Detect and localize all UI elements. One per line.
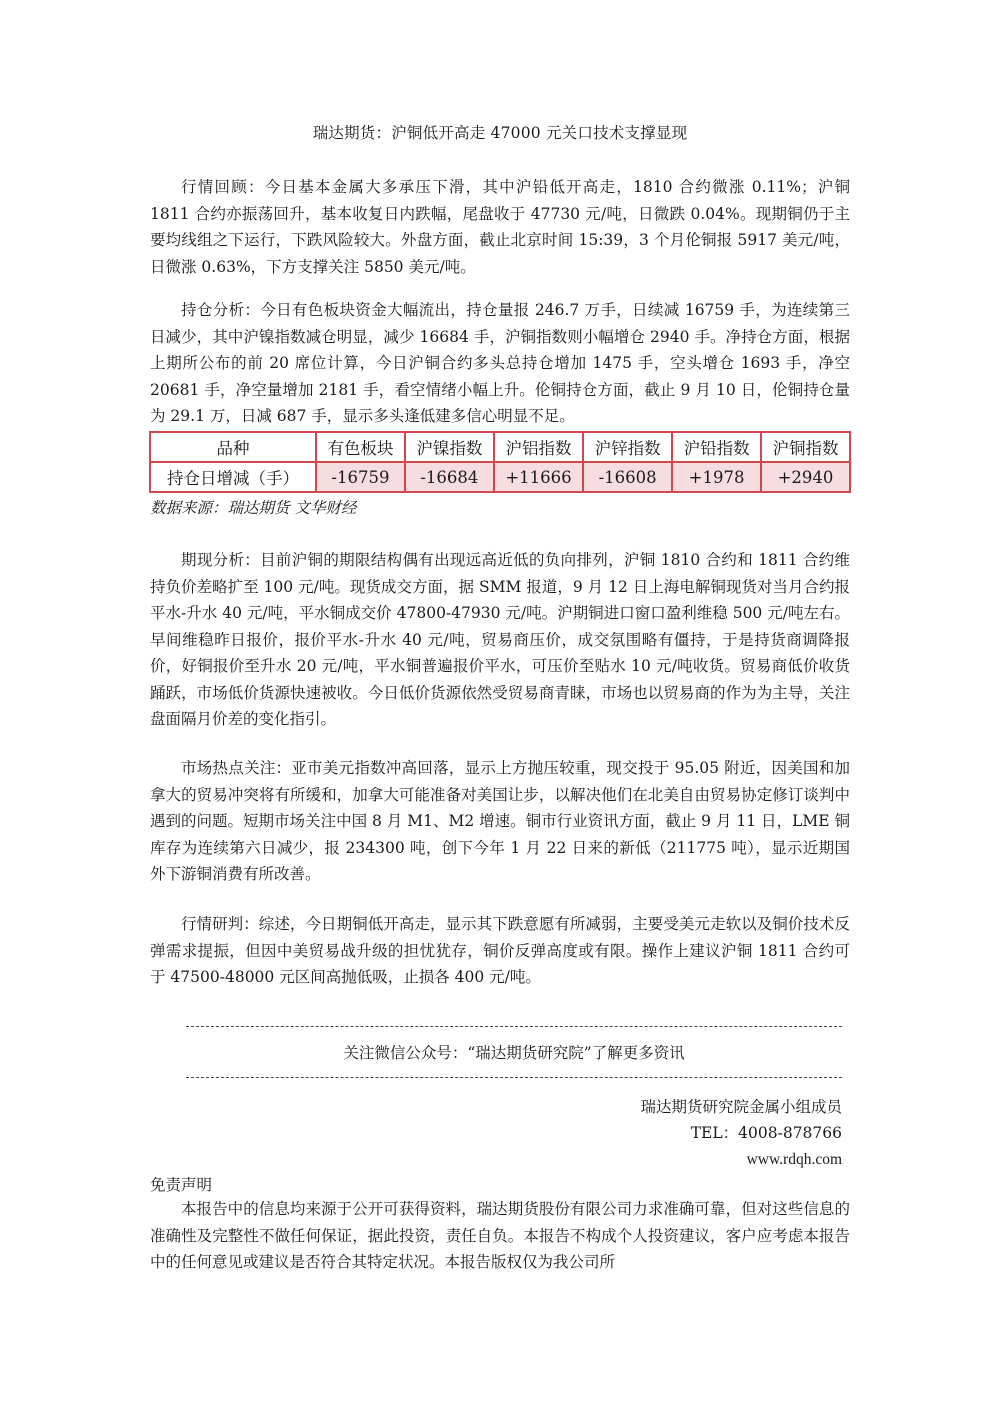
table-row — [150, 462, 850, 492]
telephone: TEL：4008-878766 — [690, 1124, 842, 1142]
table-header-cell: 沪铅指数 — [672, 432, 761, 462]
divider — [186, 1077, 842, 1078]
outlook-paragraph: 行情研判：综述，今日期铜低开高走，显示其下跌意愿有所减弱，主要受美元走软以及铜价技术反弹需求提振，但因中美贸易战升级的担忧犹存，铜价反弹高度或有限。操作上建议沪铜 1811 合约可于 47500-48000 元区间高抛低吸，止损各 400 元/吨。 — [150, 915, 850, 986]
team-signature: 瑞达期货研究院金属小组成员 — [640, 1098, 842, 1116]
table-cell: -16759 — [316, 462, 405, 492]
report-title: 瑞达期货：沪铜低开高走 47000 元关口技术支撑显现 — [312, 124, 688, 142]
table-header-cell: 品种 — [150, 432, 316, 462]
position-analysis-paragraph: 持仓分析：今日有色板块资金大幅流出，持仓量报 246.7 万手，日续减 16759 手，为连续第三日减少，其中沪镍指数减仓明显，减少 16684 手，沪铜指数则小幅增仓 2940 手。净持仓方面，根据上期所公布的前 20 席位计算，今日沪铜合约多头总持仓增加 1475 手，空头增仓 1693 手，净空 20681 手，净空量增加 2181 手，看空情绪小幅上升。伦铜持仓方面，截止 9 月 10 日，伦铜持仓量为 29.1 万，日减 687 手，显示多头逢低建多信心明显不足。 — [150, 301, 850, 425]
disclaimer-title: 免责声明 — [150, 1176, 213, 1194]
table-header-cell: 有色板块 — [316, 432, 405, 462]
table-cell: +2940 — [761, 462, 850, 492]
website-link[interactable]: www.rdqh.com — [746, 1151, 842, 1168]
market-review-paragraph: 行情回顾：今日基本金属大多承压下滑，其中沪铅低开高走，1810 合约微涨 0.11%；沪铜 1811 合约亦振荡回升，基本收复日内跌幅，尾盘收于 47730 元/吨，日微跌 0.04%。现期铜仍于主要均线组之下运行，下跌风险较大。外盘方面，截止北京时间 15:39，3 个月伦铜报 5917 美元/吨，日微涨 0.63%，下方支撑关注 5850 美元/吨。 — [150, 178, 850, 276]
divider — [186, 1026, 842, 1027]
wechat-notice: 关注微信公众号：“瑞达期货研究院”了解更多资讯 — [343, 1044, 685, 1062]
data-source-note: 数据来源：瑞达期货 文华财经 — [150, 499, 357, 517]
table-header-cell: 沪铜指数 — [761, 432, 850, 462]
table-row-label: 持仓日增减（手） — [150, 462, 316, 492]
table-header-cell: 沪锌指数 — [583, 432, 672, 462]
table-cell: -16684 — [405, 462, 494, 492]
table-cell: -16608 — [583, 462, 672, 492]
position-change-table — [149, 431, 851, 493]
disclaimer-text: 本报告中的信息均来源于公开可获得资料，瑞达期货股份有限公司力求准确可靠，但对这些信息的准确性及完整性不做任何保证，据此投资，责任自负。本报告不构成个人投资建议，客户应考虑本报告中的任何意见或建议是否符合其特定状况。本报告版权仅为我公司所 — [150, 1200, 850, 1271]
spot-analysis-paragraph: 期现分析：目前沪铜的期限结构偶有出现远高近低的负向排列，沪铜 1810 合约和 1811 合约维持负价差略扩至 100 元/吨。现货成交方面，据 SMM 报道，9 月 12 日上海电解铜现货对当月合约报平水-升水 40 元/吨，平水铜成交价 47800-47930 元/吨。沪期铜进口窗口盈利维稳 500 元/吨左右。早间维稳昨日报价，报价平水-升水 40 元/吨，贸易商压价，成交氛围略有僵持，于是持货商调降报价，好铜报价至升水 20 元/吨，平水铜普遍报价平水，可压价至贴水 10 元/吨收货。贸易商低价收货踊跃，市场低价货源快速被收。今日低价货源依然受贸易商青睐，市场也以贸易商的作为为主导，关注盘面隔月价差的变化指引。 — [150, 551, 850, 728]
hot-topics-paragraph: 市场热点关注：亚市美元指数冲高回落，显示上方抛压较重，现交投于 95.05 附近，因美国和加拿大的贸易冲突将有所缓和，加拿大可能准备对美国让步，以解决他们在北美自由贸易协定修订谈判中遇到的问题。短期市场关注中国 8 月 M1、M2 增速。铜市行业资讯方面，截止 9 月 11 日，LME 铜库存为连续第六日减少，报 234300 吨，创下今年 1 月 22 日来的新低（211775 吨），显示近期国外下游铜消费有所改善。 — [150, 759, 850, 883]
table-header-cell: 沪铝指数 — [494, 432, 583, 462]
table-cell: +11666 — [494, 462, 583, 492]
table-header-row — [150, 432, 850, 462]
table-header-cell: 沪镍指数 — [405, 432, 494, 462]
table-cell: +1978 — [672, 462, 761, 492]
